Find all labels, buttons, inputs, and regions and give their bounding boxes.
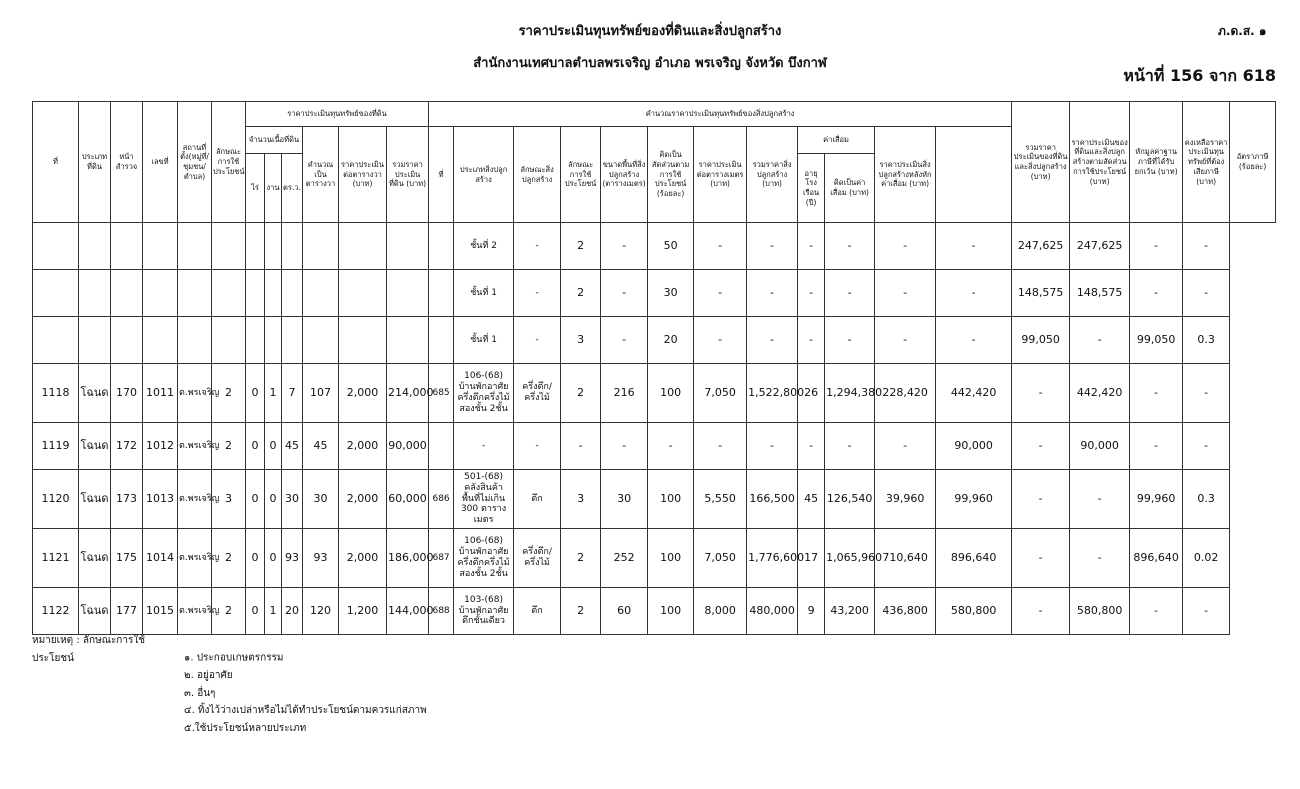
- cell-dep-amount: -: [825, 270, 875, 317]
- col-b-price: ราคาประเมินต่อตารางเมตร (บาท): [694, 127, 747, 223]
- cell-b-no: 688: [429, 588, 454, 635]
- document-title: ราคาประเมินทุนทรัพย์ของที่ดินและสิ่งปลูกสร้าง: [518, 24, 782, 39]
- cell-page: [111, 317, 143, 364]
- cell-calc-sqw: [303, 317, 339, 364]
- cell-land-total: 60,000: [387, 470, 429, 529]
- cell-page: 175: [111, 529, 143, 588]
- group-depreciation: ค่าเสื่อม: [798, 127, 875, 154]
- cell-dep-amount: 126,540: [825, 470, 875, 529]
- cell-no: 1121: [33, 529, 79, 588]
- cell-b-ratio: 100: [648, 364, 694, 423]
- cell-land-total: 214,000: [387, 364, 429, 423]
- cell-use: 2: [212, 423, 246, 470]
- cell-age: -: [798, 270, 825, 317]
- cell-wa: [282, 270, 303, 317]
- cell-price-per-sqw: [339, 317, 387, 364]
- cell-b-use: 3: [561, 317, 601, 364]
- cell-b-use: 2: [561, 364, 601, 423]
- cell-land-type: โฉนด: [79, 364, 111, 423]
- cell-price-per-sqw: [339, 270, 387, 317]
- cell-b-total: 1,522,800: [747, 364, 798, 423]
- cell-prop-value: -: [1012, 470, 1070, 529]
- cell-b-ratio: 100: [648, 529, 694, 588]
- assessment-table: [32, 101, 1276, 635]
- cell-prop-value: -: [1012, 529, 1070, 588]
- cell-calc-sqw: [303, 223, 339, 270]
- cell-ngan: 1: [265, 364, 282, 423]
- cell-no: 1122: [33, 588, 79, 635]
- col-grand-total: รวมราคาประเมินของที่ดินและสิ่งปลูกสร้าง (บาท): [1012, 102, 1070, 223]
- col-land-total: รวมราคาประเมินที่ดิน (บาท): [387, 127, 429, 223]
- cell-rate: 0.3: [1183, 317, 1230, 364]
- cell-price-per-sqw: [339, 223, 387, 270]
- cell-land-type: โฉนด: [79, 529, 111, 588]
- cell-prop-value: 99,050: [1012, 317, 1070, 364]
- cell-page: 173: [111, 470, 143, 529]
- cell-exemption: -: [1070, 317, 1130, 364]
- cell-b-no: [429, 270, 454, 317]
- cell-land-type: โฉนด: [79, 470, 111, 529]
- cell-b-size: 60: [601, 588, 648, 635]
- cell-prop-value: -: [1012, 364, 1070, 423]
- cell-land-total: [387, 317, 429, 364]
- cell-after-dep: -: [875, 270, 936, 317]
- cell-grand-total: 896,640: [936, 529, 1012, 588]
- cell-age: 17: [798, 529, 825, 588]
- cell-b-kind: ตึก: [514, 588, 561, 635]
- cell-land-type: [79, 270, 111, 317]
- table-row: [33, 588, 1276, 635]
- cell-b-price: 8,000: [694, 588, 747, 635]
- col-b-use: ลักษณะการใช้ประโยชน์: [561, 127, 601, 223]
- col-calc-sqw: คำนวณเป็นตารางวา: [303, 127, 339, 223]
- cell-taxable: 896,640: [1130, 529, 1183, 588]
- cell-use: [212, 317, 246, 364]
- cell-b-no: 685: [429, 364, 454, 423]
- cell-ngan: 0: [265, 423, 282, 470]
- cell-calc-sqw: 30: [303, 470, 339, 529]
- cell-land-type: [79, 317, 111, 364]
- cell-b-size: 216: [601, 364, 648, 423]
- cell-ngan: 0: [265, 529, 282, 588]
- cell-grand-total: 90,000: [936, 423, 1012, 470]
- cell-no: [33, 270, 79, 317]
- cell-exemption: 90,000: [1070, 423, 1130, 470]
- note-item: ๑. ประกอบเกษตรกรรม: [184, 652, 284, 664]
- cell-b-total: -: [747, 423, 798, 470]
- cell-use: 2: [212, 364, 246, 423]
- cell-b-size: -: [601, 270, 648, 317]
- group-land: ราคาประเมินทุนทรัพย์ของที่ดิน: [246, 102, 429, 127]
- col-b-total: รวมราคาสิ่งปลูกสร้าง (บาท): [747, 127, 798, 223]
- table-row: [33, 223, 1276, 270]
- col-b-ratio: คิดเป็นสัดส่วนตามการใช้ประโยชน์ (ร้อยละ): [648, 127, 694, 223]
- cell-b-price: 7,050: [694, 364, 747, 423]
- cell-b-total: 1,776,600: [747, 529, 798, 588]
- cell-b-ratio: 20: [648, 317, 694, 364]
- cell-page: [111, 223, 143, 270]
- cell-after-dep: 228,420: [875, 364, 936, 423]
- cell-wa: 7: [282, 364, 303, 423]
- cell-number: 1013: [143, 470, 178, 529]
- notes-label: หมายเหตุ : ลักษณะการใช้ประโยชน์: [32, 635, 146, 664]
- col-rai: ไร่: [246, 154, 265, 223]
- cell-location: [178, 317, 212, 364]
- cell-dep-amount: 1,065,960: [825, 529, 875, 588]
- cell-location: [178, 223, 212, 270]
- note-item: ๒. อยู่อาศัย: [184, 670, 233, 681]
- cell-age: 45: [798, 470, 825, 529]
- cell-location: ต.พรเจริญ: [178, 588, 212, 635]
- cell-number: 1012: [143, 423, 178, 470]
- cell-rate: 0.3: [1183, 470, 1230, 529]
- cell-grand-total: -: [936, 270, 1012, 317]
- col-no: ที่: [33, 102, 79, 223]
- cell-b-size: 252: [601, 529, 648, 588]
- cell-ngan: 1: [265, 588, 282, 635]
- cell-b-use: 2: [561, 270, 601, 317]
- cell-exemption: 580,800: [1070, 588, 1130, 635]
- cell-taxable: 99,050: [1130, 317, 1183, 364]
- cell-b-no: 686: [429, 470, 454, 529]
- cell-page: 177: [111, 588, 143, 635]
- cell-price-per-sqw: 2,000: [339, 364, 387, 423]
- cell-number: [143, 223, 178, 270]
- cell-b-ratio: 50: [648, 223, 694, 270]
- cell-b-total: -: [747, 270, 798, 317]
- cell-after-dep: -: [875, 317, 936, 364]
- col-use: ลักษณะการใช้ประโยชน์: [212, 102, 246, 223]
- page-indicator: หน้าที่ 156 จาก 618: [1123, 66, 1276, 85]
- cell-no: [33, 223, 79, 270]
- cell-location: ต.พรเจริญ: [178, 364, 212, 423]
- cell-no: 1118: [33, 364, 79, 423]
- cell-use: 2: [212, 529, 246, 588]
- cell-taxable: 99,960: [1130, 470, 1183, 529]
- cell-prop-value: -: [1012, 588, 1070, 635]
- cell-grand-total: -: [936, 223, 1012, 270]
- cell-wa: [282, 223, 303, 270]
- cell-dep-amount: 43,200: [825, 588, 875, 635]
- col-page: หน้าสำรวจ: [111, 102, 143, 223]
- cell-number: 1015: [143, 588, 178, 635]
- cell-b-use: 2: [561, 223, 601, 270]
- cell-b-kind: -: [514, 223, 561, 270]
- cell-rate: -: [1183, 364, 1230, 423]
- col-exemption: หักมูลค่าฐานภาษีที่ได้รับยกเว้น (บาท): [1130, 102, 1183, 223]
- col-land-type: ประเภทที่ดิน: [79, 102, 111, 223]
- cell-rai: 0: [246, 588, 265, 635]
- cell-exemption: 442,420: [1070, 364, 1130, 423]
- cell-b-ratio: -: [648, 423, 694, 470]
- cell-location: ต.พรเจริญ: [178, 470, 212, 529]
- cell-b-ratio: 100: [648, 588, 694, 635]
- cell-price-per-sqw: 1,200: [339, 588, 387, 635]
- cell-ngan: [265, 270, 282, 317]
- cell-wa: [282, 317, 303, 364]
- cell-age: 9: [798, 588, 825, 635]
- cell-price-per-sqw: 2,000: [339, 470, 387, 529]
- footnotes: [32, 632, 427, 737]
- cell-b-type: 106-(68) บ้านพักอาศัยครึ่งตึกครึ่งไม้สองชั้น 2ชั้น: [454, 529, 514, 588]
- cell-number: [143, 317, 178, 364]
- cell-grand-total: -: [936, 317, 1012, 364]
- col-rate: อัตราภาษี (ร้อยละ): [1230, 102, 1276, 223]
- group-land-area: จำนวนเนื้อที่ดิน: [246, 127, 303, 154]
- cell-dep-amount: 1,294,380: [825, 364, 875, 423]
- cell-no: 1119: [33, 423, 79, 470]
- col-number: เลขที่: [143, 102, 178, 223]
- cell-rate: -: [1183, 223, 1230, 270]
- cell-b-kind: -: [514, 423, 561, 470]
- cell-land-type: [79, 223, 111, 270]
- cell-b-type: 103-(68) บ้านพักอาศัยตึกชั้นเดียว: [454, 588, 514, 635]
- cell-use: 3: [212, 470, 246, 529]
- cell-b-price: -: [694, 423, 747, 470]
- cell-wa: 45: [282, 423, 303, 470]
- office-subtitle: สำนักงานเทศบาลตำบลพรเจริญ อำเภอ พรเจริญ จังหวัด บึงกาฬ: [473, 56, 827, 71]
- cell-price-per-sqw: 2,000: [339, 423, 387, 470]
- cell-prop-value: -: [1012, 423, 1070, 470]
- cell-b-price: -: [694, 223, 747, 270]
- cell-b-kind: ครึ่งตึก/ครึ่งไม้: [514, 364, 561, 423]
- cell-exemption: -: [1070, 470, 1130, 529]
- col-prop-value: ราคาประเมินของที่ดินและสิ่งปลูกสร้างตามสัดส่วนการใช้ประโยชน์ (บาท): [1070, 102, 1130, 223]
- cell-location: ต.พรเจริญ: [178, 529, 212, 588]
- cell-calc-sqw: 45: [303, 423, 339, 470]
- cell-b-use: 2: [561, 529, 601, 588]
- cell-b-type: ชั้นที่ 1: [454, 270, 514, 317]
- col-b-no: ที่: [429, 127, 454, 223]
- cell-b-total: -: [747, 317, 798, 364]
- cell-rai: [246, 317, 265, 364]
- cell-b-price: -: [694, 317, 747, 364]
- cell-after-dep: -: [875, 223, 936, 270]
- table-row: [33, 364, 1276, 423]
- col-b-size: ขนาดพื้นที่สิ่งปลูกสร้าง (ตารางเมตร): [601, 127, 648, 223]
- cell-taxable: -: [1130, 364, 1183, 423]
- cell-rai: [246, 223, 265, 270]
- cell-number: 1014: [143, 529, 178, 588]
- note-item: ๓. อื่นๆ: [184, 687, 216, 699]
- cell-rai: [246, 270, 265, 317]
- cell-land-total: [387, 223, 429, 270]
- cell-dep-amount: -: [825, 317, 875, 364]
- cell-location: ต.พรเจริญ: [178, 423, 212, 470]
- cell-rate: -: [1183, 588, 1230, 635]
- cell-b-no: 687: [429, 529, 454, 588]
- cell-rai: 0: [246, 364, 265, 423]
- cell-b-price: 5,550: [694, 470, 747, 529]
- cell-b-size: -: [601, 223, 648, 270]
- cell-b-ratio: 100: [648, 470, 694, 529]
- cell-rate: 0.02: [1183, 529, 1230, 588]
- cell-land-total: [387, 270, 429, 317]
- group-building: คำนวณราคาประเมินทุนทรัพย์ของสิ่งปลูกสร้าง: [429, 102, 1012, 127]
- col-taxable: คงเหลือราคาประเมินทุนทรัพย์ที่ต้องเสียภาษี (บาท): [1183, 102, 1230, 223]
- cell-grand-total: 99,960: [936, 470, 1012, 529]
- cell-rai: 0: [246, 529, 265, 588]
- cell-land-type: โฉนด: [79, 588, 111, 635]
- cell-page: 172: [111, 423, 143, 470]
- cell-use: [212, 270, 246, 317]
- cell-dep-amount: -: [825, 423, 875, 470]
- col-ngan: งาน: [265, 154, 282, 223]
- table-row: [33, 423, 1276, 470]
- cell-prop-value: 247,625: [1012, 223, 1070, 270]
- table-row: [33, 529, 1276, 588]
- cell-b-total: -: [747, 223, 798, 270]
- note-item: ๕.ใช้ประโยชน์หลายประเภท: [184, 722, 307, 734]
- cell-prop-value: 148,575: [1012, 270, 1070, 317]
- cell-b-size: -: [601, 317, 648, 364]
- cell-rai: 0: [246, 423, 265, 470]
- cell-page: [111, 270, 143, 317]
- col-b-kind: ลักษณะสิ่งปลูกสร้าง: [514, 127, 561, 223]
- cell-ngan: 0: [265, 470, 282, 529]
- cell-land-type: โฉนด: [79, 423, 111, 470]
- cell-calc-sqw: 120: [303, 588, 339, 635]
- cell-b-kind: -: [514, 317, 561, 364]
- cell-taxable: -: [1130, 270, 1183, 317]
- cell-price-per-sqw: 2,000: [339, 529, 387, 588]
- cell-dep-amount: -: [825, 223, 875, 270]
- col-age: อายุโรงเรือน (ปี): [798, 154, 825, 223]
- cell-page: 170: [111, 364, 143, 423]
- cell-b-type: -: [454, 423, 514, 470]
- cell-taxable: -: [1130, 423, 1183, 470]
- cell-b-type: 106-(68) บ้านพักอาศัยครึ่งตึกครึ่งไม้สองชั้น 2ชั้น: [454, 364, 514, 423]
- cell-grand-total: 442,420: [936, 364, 1012, 423]
- cell-number: 1011: [143, 364, 178, 423]
- col-location: สถานที่ตั้ง(หมู่ที่/ชุมชน/ตำบล): [178, 102, 212, 223]
- cell-ngan: [265, 223, 282, 270]
- cell-b-total: 480,000: [747, 588, 798, 635]
- cell-age: -: [798, 317, 825, 364]
- cell-b-kind: ครึ่งตึก/ครึ่งไม้: [514, 529, 561, 588]
- note-item: ๔. ทิ้งไว้ว่างเปล่าหรือไม่ได้ทำประโยชน์ตามควรแก่สภาพ: [184, 705, 427, 716]
- cell-b-use: 2: [561, 588, 601, 635]
- cell-no: 1120: [33, 470, 79, 529]
- cell-b-size: -: [601, 423, 648, 470]
- cell-b-use: -: [561, 423, 601, 470]
- cell-calc-sqw: [303, 270, 339, 317]
- table-row: [33, 270, 1276, 317]
- cell-after-dep: 710,640: [875, 529, 936, 588]
- col-price-per-sqw: ราคาประเมินต่อตารางวา (บาท): [339, 127, 387, 223]
- cell-b-type: 501-(68) คลังสินค้า พื้นที่ไม่เกิน 300 ตารางเมตร: [454, 470, 514, 529]
- cell-wa: 30: [282, 470, 303, 529]
- cell-b-price: 7,050: [694, 529, 747, 588]
- cell-b-size: 30: [601, 470, 648, 529]
- cell-b-type: ชั้นที่ 1: [454, 317, 514, 364]
- cell-rate: -: [1183, 270, 1230, 317]
- cell-calc-sqw: 93: [303, 529, 339, 588]
- cell-b-no: [429, 423, 454, 470]
- col-after-dep: ราคาประเมินสิ่งปลูกสร้างหลังหักค่าเสื่อม (บาท): [875, 127, 936, 223]
- cell-b-price: -: [694, 270, 747, 317]
- cell-b-kind: -: [514, 270, 561, 317]
- cell-b-kind: ตึก: [514, 470, 561, 529]
- cell-land-total: 90,000: [387, 423, 429, 470]
- cell-land-total: 186,000: [387, 529, 429, 588]
- cell-after-dep: -: [875, 423, 936, 470]
- cell-rai: 0: [246, 470, 265, 529]
- cell-b-ratio: 30: [648, 270, 694, 317]
- cell-wa: 20: [282, 588, 303, 635]
- col-wa: ตร.ว.: [282, 154, 303, 223]
- cell-exemption: 148,575: [1070, 270, 1130, 317]
- cell-grand-total: 580,800: [936, 588, 1012, 635]
- cell-ngan: [265, 317, 282, 364]
- cell-age: -: [798, 423, 825, 470]
- cell-b-total: 166,500: [747, 470, 798, 529]
- cell-rate: -: [1183, 423, 1230, 470]
- cell-age: -: [798, 223, 825, 270]
- form-code: ภ.ด.ส. ๑: [1218, 24, 1267, 38]
- cell-exemption: 247,625: [1070, 223, 1130, 270]
- cell-exemption: -: [1070, 529, 1130, 588]
- cell-b-use: 3: [561, 470, 601, 529]
- col-b-type: ประเภทสิ่งปลูกสร้าง: [454, 127, 514, 223]
- table-row: [33, 470, 1276, 529]
- cell-no: [33, 317, 79, 364]
- cell-use: 2: [212, 588, 246, 635]
- table-row: [33, 317, 1276, 364]
- cell-b-type: ชั้นที่ 2: [454, 223, 514, 270]
- cell-number: [143, 270, 178, 317]
- cell-use: [212, 223, 246, 270]
- cell-b-no: [429, 317, 454, 364]
- cell-age: 26: [798, 364, 825, 423]
- cell-wa: 93: [282, 529, 303, 588]
- cell-location: [178, 270, 212, 317]
- cell-after-dep: 39,960: [875, 470, 936, 529]
- cell-calc-sqw: 107: [303, 364, 339, 423]
- cell-after-dep: 436,800: [875, 588, 936, 635]
- cell-b-no: [429, 223, 454, 270]
- cell-land-total: 144,000: [387, 588, 429, 635]
- cell-taxable: -: [1130, 223, 1183, 270]
- cell-taxable: -: [1130, 588, 1183, 635]
- col-dep-amount: คิดเป็นค่าเสื่อม (บาท): [825, 154, 875, 223]
